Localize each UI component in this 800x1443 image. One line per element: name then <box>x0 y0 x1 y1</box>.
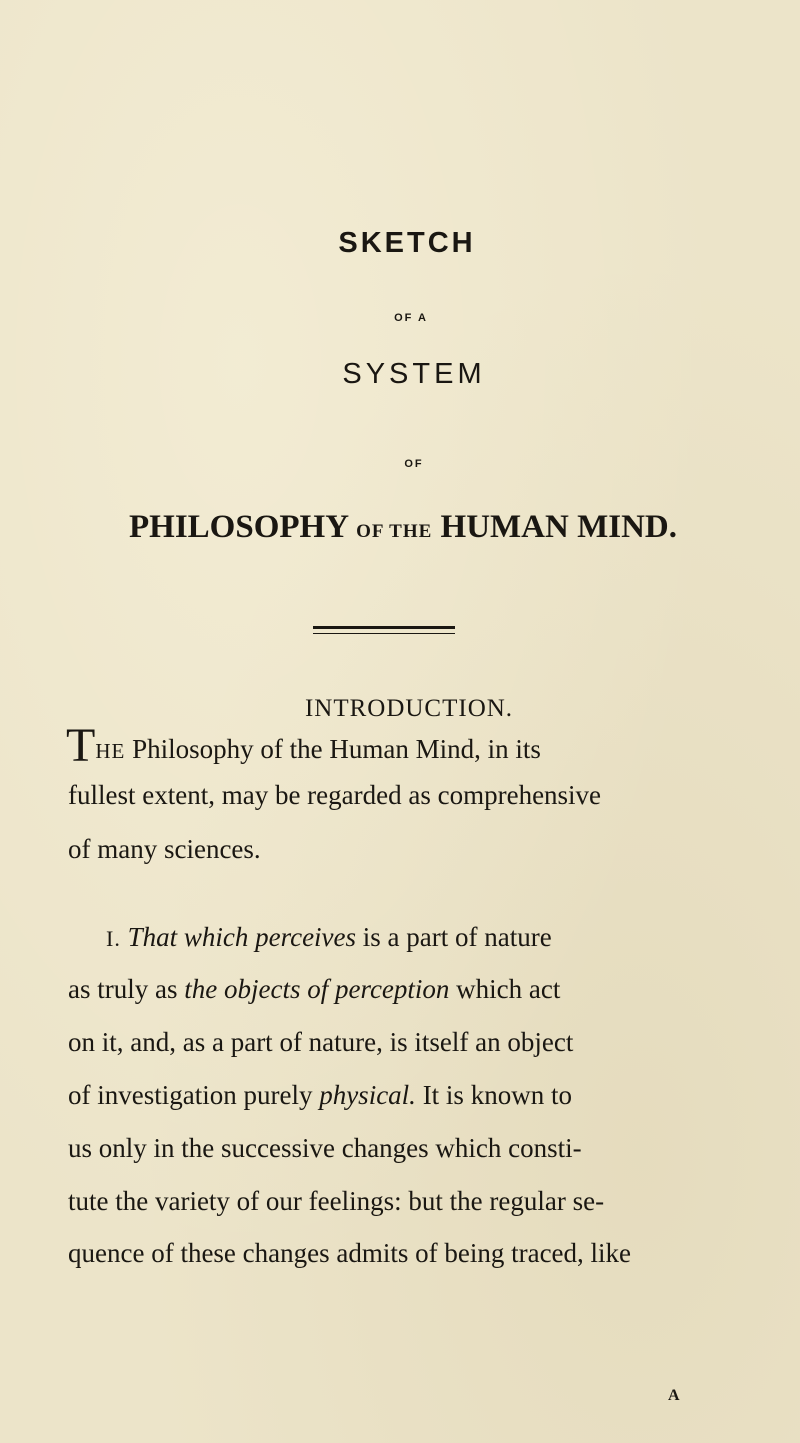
paragraph1-line3: of many sciences. <box>68 834 261 864</box>
small-caps-word: HE <box>95 739 126 763</box>
title-human-mind: HUMAN MIND. <box>440 509 677 545</box>
paragraph2-line3: on it, and, as a part of nature, is itself an object <box>68 1027 574 1057</box>
title-system: SYSTEM <box>342 358 486 390</box>
title-of: OF <box>404 458 424 470</box>
title-rule-thick <box>313 626 455 629</box>
paragraph2-line7: quence of these changes admits of being traced, like <box>68 1238 632 1268</box>
title-rule-thin <box>313 633 455 634</box>
italic-phrase: That which perceives <box>127 922 357 952</box>
paragraph1-line2: fullest extent, may be regarded as comprehensive <box>68 780 602 810</box>
paragraph2-line2 <box>68 976 560 1003</box>
signature-mark: A <box>668 1387 680 1404</box>
paragraph1-line1-rest: Philosophy of the Human Mind, in its <box>125 734 541 764</box>
title-philosophy: PHILOSOPHY <box>129 509 348 545</box>
italic-phrase: of perception <box>307 974 450 1004</box>
paragraph-number: I. <box>106 926 121 951</box>
title-philosophy-line <box>0 509 800 546</box>
paragraph2-line1-rest: is a part of nature <box>356 922 552 952</box>
title-of-a: OF A <box>394 312 428 324</box>
italic-phrase: the objects <box>184 974 301 1004</box>
paragraph2-line5: us only in the successive changes which consti- <box>68 1133 582 1163</box>
paragraph2-line6: tute the variety of our feelings: but the regular se- <box>68 1186 605 1216</box>
paragraph2-line2-rest: which act <box>449 974 561 1004</box>
paragraph2-line2-pre: as truly as <box>68 974 185 1004</box>
italic-phrase: physical. <box>319 1080 416 1110</box>
title-sketch: SKETCH <box>338 227 476 259</box>
paragraph2-line4 <box>68 1082 572 1109</box>
title-of-the: OF THE <box>356 521 433 542</box>
paragraph2-line4-rest: It is known to <box>415 1080 572 1110</box>
drop-cap: T <box>66 719 96 772</box>
paragraph2-line4-pre: of investigation purely <box>68 1080 320 1110</box>
paragraph2-line1 <box>106 924 552 951</box>
section-heading: INTRODUCTION. <box>304 695 514 722</box>
paragraph1-line1 <box>66 719 541 772</box>
